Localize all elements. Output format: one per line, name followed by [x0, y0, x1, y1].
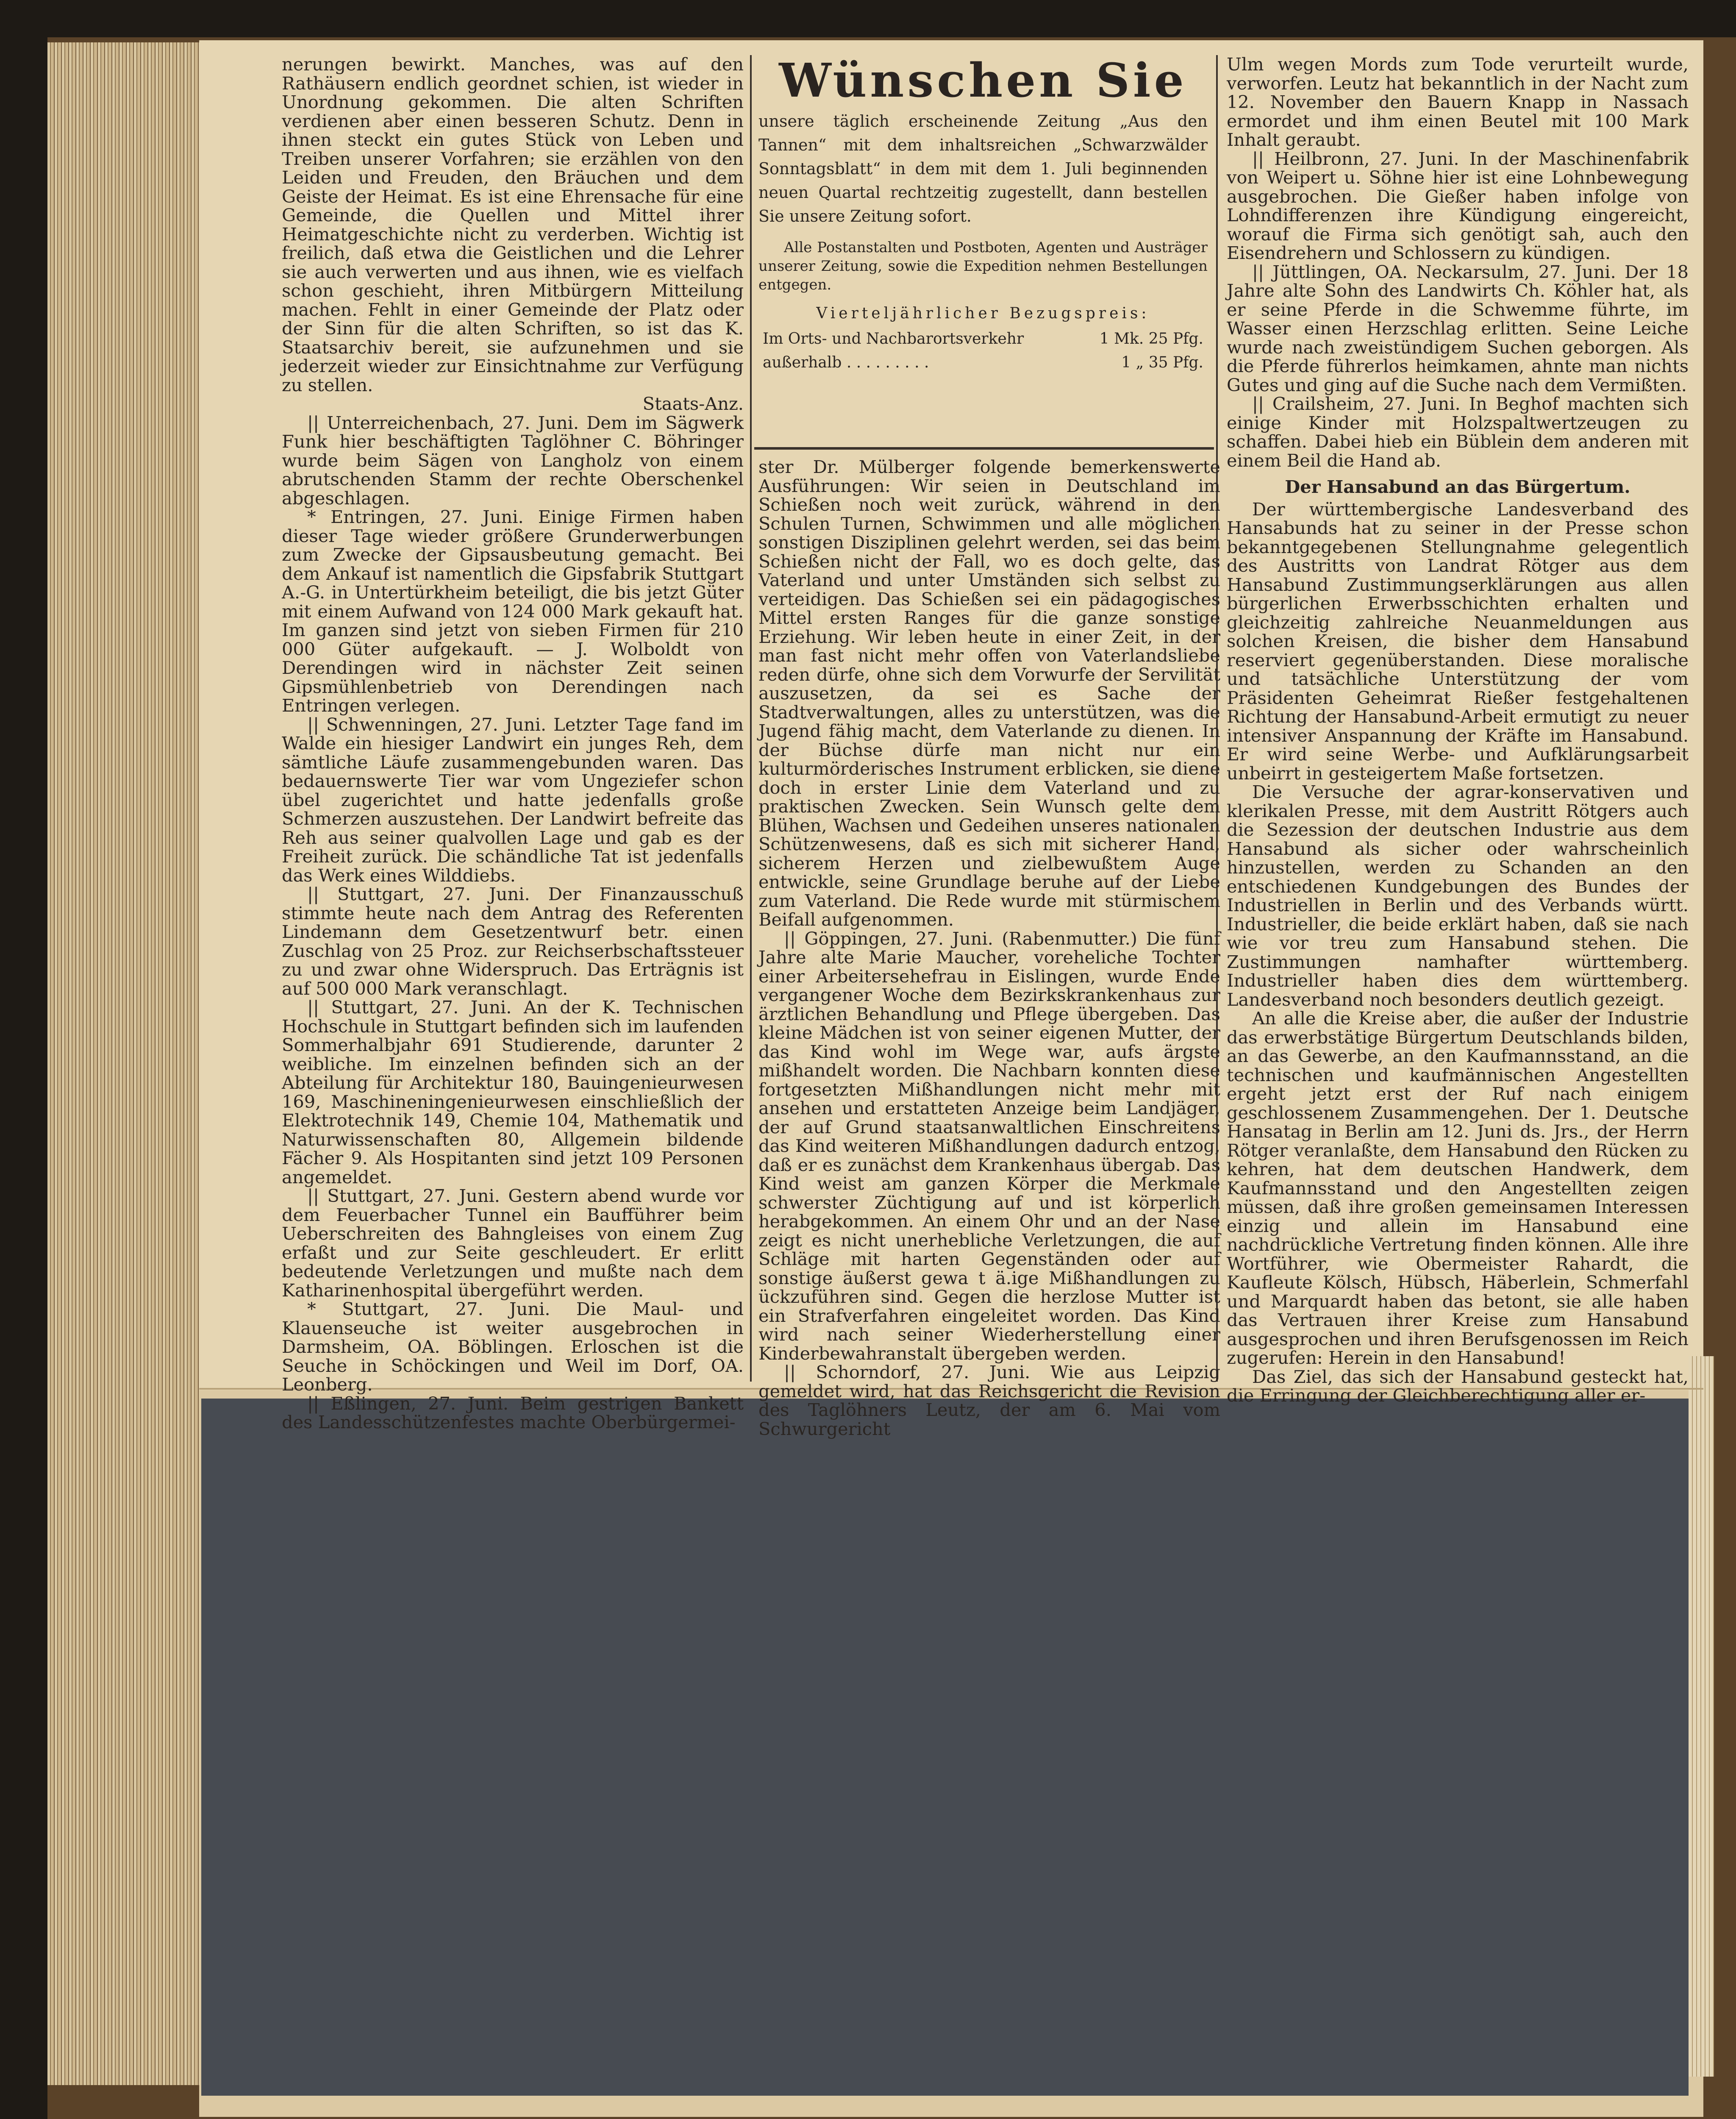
- news-item-heilbronn: || Heilbronn, 27. Juni. In der Maschinenfabrik von Weipert u. Söhne hier ist eine Lohnbewegung ausgebrochen. Die Gießer haben infolge von Lohndifferenzen ihre Kündigung eingereicht, worauf die Firma sich genötigt sah, auch den Eisendrehern und Schlossern zu kündigen.: [1227, 148, 1689, 263]
- price-outside-value: 1 „ 35 Pfg.: [1121, 354, 1203, 371]
- price-local-value: 1 Mk. 25 Pfg.: [1099, 330, 1203, 348]
- article-paragraph: Ulm wegen Mords zum Tode verurteilt wurde, verworfen. Leutz hat bekanntlich in der Nacht zum 12. November den Bauern Knapp in Nassach ermordet und ihm einen Beutel mit 100 Mark Inhalt geraubt.: [1227, 54, 1689, 150]
- article-paragraph: An alle die Kreise aber, die außer der Industrie das erwerbstätige Bürgertum Deutschlands bilden, an das Gewerbe, an den Kaufmannsstand, an die technischen und kaufmännischen Angestellten ergeht jetzt erst der Ruf nach einigem geschlossenem Zusammengehen. Der 1. Deutsche Hansatag in Berlin am 12. Juni ds. Jrs., der Herrn Rötger veranlaßte, dem Hansabund den Rücken zu kehren, hat dem deutschen Handwerk, dem Kaufmannsstand und den Angestellten zeigen müssen, daß ihre großen gemeinsamen Interessen einzig und allein im Hansabund eine nachdrückliche Vertretung finden können. Alle ihre Wortführer, wie Obermeister Rahardt, die Kaufleute Kölsch, Hübsch, Häberlein, Schmerfahl und Marquardt haben das betont, sie alle haben das Vertrauen ihrer Kreise zum Hansabund ausgesprochen und ihren Berufsgenossen im Reich zugerufen: Herein in den Hansabund!: [1227, 1008, 1689, 1368]
- article-paragraph: nerungen bewirkt. Manches, was auf den Rathäusern endlich geordnet schien, ist wieder in Unordnung gekommen. Die alten Schriften verdienen aber einen besseren Schutz. Denn in ihnen steckt ein gutes Stück von Leben und Treiben unserer Vorfahren; sie erzählen von den Leiden und Freuden, den Bräuchen und dem Geiste der Heimat. Es ist eine Ehrensache für eine Gemeinde, die Quellen und Mittel ihrer Heimatgeschichte nicht zu verderben. Wichtig ist freilich, daß etwa die Geistlichen und die Lehrer sie auch verwerten und aus ihnen, wie es vielfach schon geschieht, ihren Mitbürgern Mitteilung machen. Fehlt in einer Gemeinde der Platz oder der Sinn für die alten Schriften, so ist das K. Staatsarchiv bereit, sie aufzunehmen und sie jederzeit wieder zur Einsichtnahme zur Verfügung zu stellen.: [282, 54, 744, 395]
- news-item-schwenningen: || Schwenningen, 27. Juni. Letzter Tage fand im Walde ein hiesiger Landwirt ein junges Reh, dem sämtliche Läufe zusammengebunden waren. Das bedauernswerte Tier war vom Ungeziefer schon übel zugerichtet und hatte jedenfalls große Schmerzen auszustehen. Der Landwirt befreite das Reh aus seiner qualvollen Lage und gab es der Freiheit zurück. Die schändliche Tat ist jedenfalls das Werk eines Wilddiebs.: [282, 714, 744, 886]
- news-item-esslingen: || Eßlingen, 27. Juni. Beim gestrigen Bankett des Landesschützenfestes machte Oberbürgermei-: [282, 1393, 744, 1432]
- column-2: [758, 458, 1220, 1438]
- news-item-stuttgart-hochschule: || Stuttgart, 27. Juni. An der K. Technischen Hochschule in Stuttgart befinden sich im laufenden Sommerhalbjahr 691 Studierende, darunter 2 weibliche. Im einzelnen befinden sich an der Abteilung für Architektur 180, Bauingenieurwesen 169, Maschineningenieurwesen einschließlich der Elektrotechnik 149, Chemie 104, Mathematik und Naturwissenschaften 80, Allgemein bildende Fächer 9. Als Hospitanten sind jetzt 109 Personen angemeldet.: [282, 997, 744, 1187]
- news-item-entringen: * Entringen, 27. Juni. Einige Firmen haben dieser Tage wieder größere Grunderwerbungen zum Zwecke der Gipsausbeutung gemacht. Bei dem Ankauf ist namentlich die Gipsfabrik Stuttgart A.-G. in Untertürkheim beteiligt, die bis jetzt Güter mit einem Aufwand von 124 000 Mark gekauft hat. Im ganzen sind jetzt von sieben Firmen für 210 000 Güter aufgekauft. — J. Wolboldt von Derendingen wird in nächster Zeit seinen Gipsmühlenbetrieb von Derendingen nach Entringen verlegen.: [282, 506, 744, 716]
- news-item-goeppingen: || Göppingen, 27. Juni. (Rabenmutter.) Die fünf Jahre alte Marie Maucher, voreheliche Tochter einer Arbeitersehefrau in Eislingen, wurde Ende vergangener Woche dem Bezirkskrankenhaus zur ärztlichen Behandlung und Pflege übergeben. Das kleine Mädchen ist von seiner eigenen Mutter, der das Kind wohl im Wege war, aufs ärgste mißhandelt worden. Die Nachbarn konnten diese fortgesetzten Mißhandlungen nicht mehr mit ansehen und erstatteten Anzeige beim Landjäger, der auf Grund staatsanwaltlichen Einschreitens das Kind weiteren Mißhandlungen dadurch entzog, daß er es zunächst dem Krankenhaus übergab. Das Kind weist am ganzen Körper die Merkmale schwerster Züchtigung auf und ist körperlich herabgekommen. An einem Ohr und an der Nase zeigt es nicht unerhebliche Verletzungen, die auf Schläge mit harten Gegenständen oder auf sonstige äußerst gewa t ä.ige Mißhandlungen zu ückzuführen sind. Gegen die herzlose Mutter ist ein Strafverfahren eingeleitet worden. Das Kind wird nach seiner Wiederherstellung einer Kinderbewahranstalt übergeben werden.: [758, 928, 1220, 1364]
- backing-board: [201, 1399, 1689, 2096]
- news-item-stuttgart-tunnel: || Stuttgart, 27. Juni. Gestern abend wurde vor dem Feuerbacher Tunnel ein Baufführer beim Ueberschreiten des Bahngleises von einem Zug erfaßt und zur Seite geschleudert. Er erlitt bedeutende Verletzungen und mußte nach dem Katharinenhospital übergeführt werden.: [282, 1185, 744, 1301]
- news-item-schorndorf: || Schorndorf, 27. Juni. Wie aus Leipzig gemeldet wird, hat das Reichsgericht die Revision des Taglöhners Leutz, der am 6. Mai vom Schwurgericht: [758, 1362, 1220, 1439]
- news-item-stuttgart-finanzausschuss: || Stuttgart, 27. Juni. Der Finanzausschuß stimmte heute nach dem Antrag des Referenten Lindemann dem Gesetzentwurf betr. einen Zuschlag von 25 Proz. zur Reichserbschaftssteuer zu und zwar ohne Widerspruch. Das Erträgnis ist auf 500 000 Mark veranschlagt.: [282, 884, 744, 999]
- page-edge-right: [1689, 1356, 1714, 2077]
- price-outside-label: außerhalb . . . . . . . . .: [763, 354, 929, 371]
- news-item-crailsheim: || Crailsheim, 27. Juni. In Beghof machten sich einige Kinder mit Holzspaltwertzeugen zu schaffen. Dabei hieb ein Büblein dem anderen mit einem Beil die Hand ab.: [1227, 393, 1689, 471]
- page-edges: [47, 42, 200, 2085]
- news-item-unterreichenbach: || Unterreichenbach, 27. Juni. Dem im Sägwerk Funk hier beschäftigten Taglöhner C. Böhringer wurde beim Sägen von Langholz von einem abrutschenden Stamm der rechte Oberschenkel abgeschlagen.: [282, 412, 744, 509]
- column-3: [1227, 55, 1689, 1405]
- price-local-label: Im Orts- und Nachbarortsverkehr: [763, 330, 1024, 348]
- section-heading: Der Hansabund an das Bürgertum.: [1285, 476, 1630, 497]
- subscription-ad: [758, 55, 1208, 375]
- price-row-local: [758, 327, 1208, 351]
- article-paragraph: Die Versuche der agrar-konservativen und klerikalen Presse, mit dem Austritt Rötgers auch die Sezession der deutschen Industrie aus dem Hansabund als sicher oder wahrscheinlich hinzustellen, werden zu Schanden an den entschiedenen Kundgebungen des Bundes der Industriellen in Berlin und des Verbands württ. Industrieller, die beide erklärt haben, daß sie nach wie vor treu zum Hansabund stehen. Die Zustimmungen namhafter württemberg. Industrieller haben dies dem württemberg. Landesverband noch besonders deutlich gezeigt.: [1227, 781, 1689, 1010]
- price-row-outside: [758, 351, 1208, 375]
- ad-headline: Wünschen Sie: [779, 53, 1187, 108]
- ad-body: unsere täglich erscheinende Zeitung „Aus den Tannen“ mit dem inhaltsreichen „Schwarzwälder Sonntagsblatt“ in dem mit dem 1. Juli beginnenden neuen Quartal rechtzeitig zugestellt, dann bestellen Sie unsere Zeitung sofort.: [758, 112, 1208, 225]
- ad-note: Alle Postanstalten und Postboten, Agenten und Austräger unserer Zeitung, sowie die Expedition nehmen Bestellungen entgegen.: [758, 239, 1208, 293]
- ad-price-title: Vierteljährlicher Bezugspreis:: [816, 305, 1150, 322]
- ad-bottom-rule: [754, 447, 1214, 450]
- article-source: Staats-Anz.: [642, 393, 744, 414]
- article-paragraph: ster Dr. Mülberger folgende bemerkenswerte Ausführungen: Wir seien in Deutschland im Schießen noch weit zurück, während in den Schulen Turnen, Schwimmen und alle möglichen sonstigen Disziplinen gelehrt werden, sei das beim Schießen nicht der Fall, wo es doch gelte, das Vaterland und unter Umständen sich selbst zu verteidigen. Das Schießen sei ein pädagogisches Mittel ersten Ranges für die ganze sonstige Erziehung. Wir leben heute in einer Zeit, in der man fast nicht mehr offen von Vaterlandsliebe reden dürfe, ohne sich dem Vorwurfe der Servilität auszusetzen, da sei es Sache der Stadtverwaltungen, alles zu unterstützen, was die Jugend fähig macht, dem Vaterlande zu dienen. In der Büchse dürfe man nicht nur ein kulturmörderisches Instrument erblicken, sie diene doch in erster Linie dem Vaterland und zu praktischen Zwecken. Sein Wunsch gelte dem Blühen, Wachsen und Gedeihen unseres nationalen Schützenwesens, daß es sich mit sicherer Hand, sicherem Herzen und zielbewußtem Auge entwickle, seine Grundlage beruhe auf der Liebe zum Vaterland. Die Rede wurde mit stürmischem Beifall aufgenommen.: [758, 456, 1220, 930]
- article-paragraph: Der württembergische Landesverband des Hansabunds hat zu seiner in der Presse schon bekanntgegebenen Stellungnahme gelegentlich des Austritts von Landrat Rötger aus dem Hansabund Zustimmungserklärungen aus allen bürgerlichen Erwerbsschichten erhalten und gleichzeitig zahlreiche Neuanmeldungen aus solchen Kreisen, die bisher dem Hansabund reserviert gegenüberstanden. Diese moralische und tatsächliche Unterstützung der vom Präsidenten Geheimrat Rießer festgehaltenen Richtung der Hansabund-Arbeit ermutigt zu neuer intensiver Anspannung der Kräfte im Hansabund. Er wird seine Werbe- und Aufklärungsarbeit unbeirrt in gesteigertem Maße fortsetzen.: [1227, 498, 1689, 784]
- column-1: [282, 55, 744, 1432]
- article-paragraph: Das Ziel, das sich der Hansabund gesteckt hat, die Erringung der Gleichberechtigung aller er-: [1227, 1366, 1689, 1406]
- column-rule-left: [750, 55, 752, 1382]
- news-item-juettlingen: || Jüttlingen, OA. Neckarsulm, 27. Juni. Der 18 Jahre alte Sohn des Landwirts Ch. Köhler hat, als er seine Pferde in die Schwemme führte, im Wasser einen Herzschlag erlitten. Seine Leiche wurde nach zweistündigem Suchen geborgen. Als die Pferde führerlos heimkamen, ahnte man nichts Gutes und ging auf die Suche nach dem Vermißten.: [1227, 261, 1689, 395]
- news-item-stuttgart-seuche: * Stuttgart, 27. Juni. Die Maul- und Klauenseuche ist weiter ausgebrochen in Darmsheim, OA. Böblingen. Erloschen ist die Seuche in Schöckingen und Weil im Dorf, OA. Leonberg.: [282, 1299, 744, 1395]
